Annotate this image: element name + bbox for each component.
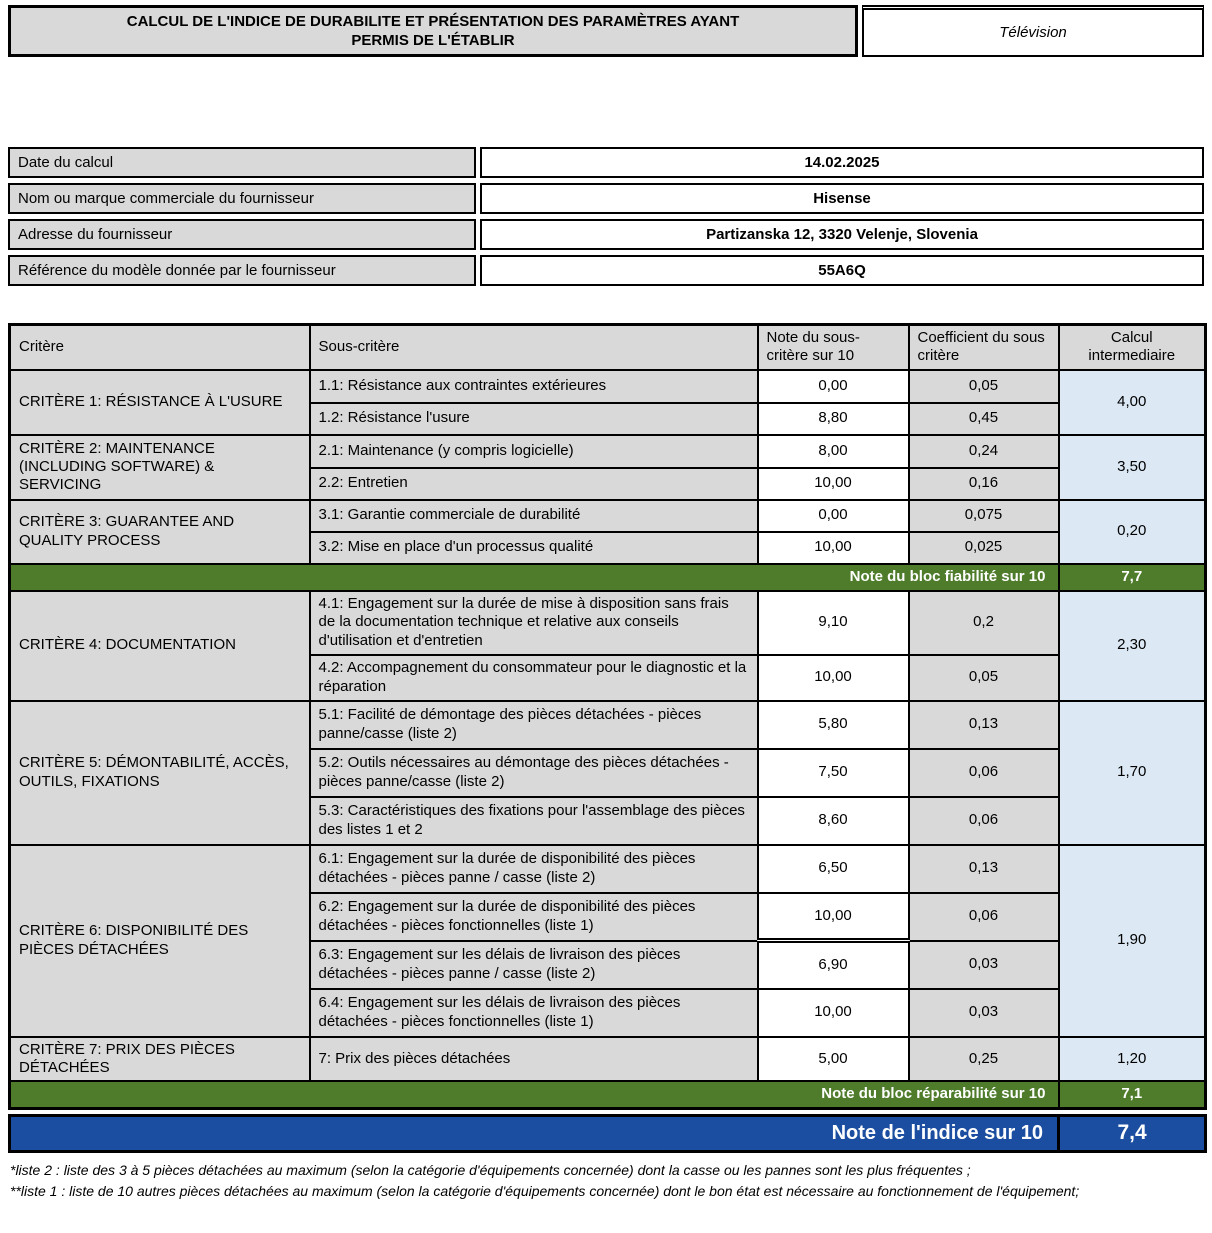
intermediate-calc-cell: 1,20 xyxy=(1059,1037,1206,1082)
criteria-table xyxy=(8,323,1207,1110)
info-row xyxy=(8,255,1204,286)
repairability-score-row xyxy=(10,1081,1206,1108)
subcriterion-cell: 3.2: Mise en place d'un processus qualité xyxy=(310,532,758,564)
note-cell: 10,00 xyxy=(758,532,909,564)
subcriterion-cell: 6.1: Engagement sur la durée de disponibilité des pièces détachées - pièces panne / casse (liste 2) xyxy=(310,845,758,893)
info-row xyxy=(8,147,1204,178)
coefficient-cell: 0,2 xyxy=(909,591,1059,655)
index-score-row xyxy=(10,1115,1206,1151)
criterion-cell: CRITÈRE 4: DOCUMENTATION xyxy=(10,591,310,701)
repairability-score-label: Note du bloc réparabilité sur 10 xyxy=(10,1081,1059,1108)
subcriterion-cell: 6.3: Engagement sur les délais de livraison des pièces détachées - pièces panne / casse (liste 2) xyxy=(310,941,758,989)
note-cell: 6,90 xyxy=(758,941,909,989)
criteria-row xyxy=(10,1037,1206,1082)
column-header: Critère xyxy=(10,325,310,370)
coefficient-cell: 0,06 xyxy=(909,797,1059,845)
product-type-box xyxy=(862,5,1204,57)
column-header: Coefficient du sous critère xyxy=(909,325,1059,370)
coefficient-cell: 0,45 xyxy=(909,403,1059,435)
note-cell: 10,00 xyxy=(758,655,909,701)
note-cell: 10,00 xyxy=(758,468,909,500)
footnote-liste1: **liste 1 : liste de 10 autres pièces détachées au maximum (selon la catégorie d'équipements concernée) dont le bon état est nécessaire au fonctionnement de l'équipement; xyxy=(10,1183,1080,1200)
criteria-row xyxy=(10,370,1206,403)
intermediate-calc-cell: 1,90 xyxy=(1059,845,1206,1037)
product-type-label: Télévision xyxy=(999,24,1067,41)
criterion-cell: CRITÈRE 3: GUARANTEE AND QUALITY PROCESS xyxy=(10,500,310,564)
info-label: Référence du modèle donnée par le fournisseur xyxy=(8,255,476,286)
coefficient-cell: 0,13 xyxy=(909,701,1059,749)
subcriterion-cell: 5.1: Facilité de démontage des pièces détachées - pièces panne/casse (liste 2) xyxy=(310,701,758,749)
footnotes xyxy=(10,1160,1204,1203)
subcriterion-cell: 5.3: Caractéristiques des fixations pour l'assemblage des pièces des listes 1 et 2 xyxy=(310,797,758,845)
note-cell: 8,80 xyxy=(758,403,909,435)
coefficient-cell: 0,16 xyxy=(909,468,1059,500)
subcriterion-cell: 4.1: Engagement sur la durée de mise à disposition sans frais de la documentation technique et relative aux conseils d'utilisation et d'entretien xyxy=(310,591,758,655)
info-row xyxy=(8,219,1204,250)
intermediate-calc-cell: 2,30 xyxy=(1059,591,1206,701)
reliability-score-label: Note du bloc fiabilité sur 10 xyxy=(10,564,1059,591)
criterion-cell: CRITÈRE 5: DÉMONTABILITÉ, ACCÈS, OUTILS, FIXATIONS xyxy=(10,701,310,845)
coefficient-cell: 0,25 xyxy=(909,1037,1059,1082)
subcriterion-cell: 1.2: Résistance l'usure xyxy=(310,403,758,435)
coefficient-cell: 0,025 xyxy=(909,532,1059,564)
criterion-cell: CRITÈRE 7: PRIX DES PIÈCES DÉTACHÉES xyxy=(10,1037,310,1082)
coefficient-cell: 0,03 xyxy=(909,989,1059,1037)
info-label: Nom ou marque commerciale du fournisseur xyxy=(8,183,476,214)
note-cell: 8,60 xyxy=(758,797,909,845)
criteria-row xyxy=(10,701,1206,749)
note-cell: 5,80 xyxy=(758,701,909,749)
note-cell: 9,10 xyxy=(758,591,909,655)
note-cell: 10,00 xyxy=(758,989,909,1037)
coefficient-cell: 0,24 xyxy=(909,435,1059,468)
coefficient-cell: 0,075 xyxy=(909,500,1059,532)
coefficient-cell: 0,13 xyxy=(909,845,1059,893)
note-cell: 0,00 xyxy=(758,370,909,403)
index-score-band xyxy=(8,1114,1207,1153)
index-score-label: Note de l'indice sur 10 xyxy=(10,1115,1059,1151)
subcriterion-cell: 4.2: Accompagnement du consommateur pour le diagnostic et la réparation xyxy=(310,655,758,701)
criterion-cell: CRITÈRE 1: RÉSISTANCE À L'USURE xyxy=(10,370,310,435)
info-value: 55A6Q xyxy=(480,255,1204,286)
index-score-value: 7,4 xyxy=(1059,1115,1206,1151)
info-label: Date du calcul xyxy=(8,147,476,178)
subcriterion-cell: 5.2: Outils nécessaires au démontage des pièces détachées - pièces panne/casse (liste 2) xyxy=(310,749,758,797)
reliability-score-row xyxy=(10,564,1206,591)
note-cell: 0,00 xyxy=(758,500,909,532)
footnote-liste2: *liste 2 : liste des 3 à 5 pièces détachées au maximum (selon la catégorie d'équipements concernée) dont la casse ou les pannes sont les plus fréquentes ; xyxy=(10,1161,971,1178)
subcriterion-cell: 1.1: Résistance aux contraintes extérieures xyxy=(310,370,758,403)
coefficient-cell: 0,05 xyxy=(909,370,1059,403)
info-value: 14.02.2025 xyxy=(480,147,1204,178)
criterion-cell: CRITÈRE 6: DISPONIBILITÉ DES PIÈCES DÉTACHÉES xyxy=(10,845,310,1037)
criteria-row xyxy=(10,845,1206,893)
intermediate-calc-cell: 0,20 xyxy=(1059,500,1206,564)
subcriterion-cell: 3.1: Garantie commerciale de durabilité xyxy=(310,500,758,532)
info-label: Adresse du fournisseur xyxy=(8,219,476,250)
note-cell: 10,00 xyxy=(758,893,909,941)
coefficient-cell: 0,05 xyxy=(909,655,1059,701)
info-value: Hisense xyxy=(480,183,1204,214)
supplier-info-table xyxy=(8,147,1204,286)
intermediate-calc-cell: 1,70 xyxy=(1059,701,1206,845)
subcriterion-cell: 6.4: Engagement sur les délais de livraison des pièces détachées - pièces fonctionnelles (liste 1) xyxy=(310,989,758,1037)
coefficient-cell: 0,03 xyxy=(909,941,1059,989)
criterion-cell: CRITÈRE 2: MAINTENANCE (INCLUDING SOFTWARE) & SERVICING xyxy=(10,435,310,500)
criteria-table-header-row xyxy=(10,325,1206,370)
criteria-row xyxy=(10,591,1206,655)
note-cell: 5,00 xyxy=(758,1037,909,1082)
coefficient-cell: 0,06 xyxy=(909,749,1059,797)
reliability-score-value: 7,7 xyxy=(1059,564,1206,591)
criteria-row xyxy=(10,500,1206,532)
document-title-box xyxy=(8,5,858,57)
repairability-score-value: 7,1 xyxy=(1059,1081,1206,1108)
criteria-row xyxy=(10,435,1206,468)
subcriterion-cell: 6.2: Engagement sur la durée de disponibilité des pièces détachées - pièces fonctionnelles (liste 1) xyxy=(310,893,758,941)
info-value: Partizanska 12, 3320 Velenje, Slovenia xyxy=(480,219,1204,250)
note-cell: 7,50 xyxy=(758,749,909,797)
info-row xyxy=(8,183,1204,214)
coefficient-cell: 0,06 xyxy=(909,893,1059,941)
note-cell: 8,00 xyxy=(758,435,909,468)
subcriterion-cell: 2.2: Entretien xyxy=(310,468,758,500)
column-header: Note du sous-critère sur 10 xyxy=(758,325,909,370)
document-header xyxy=(0,0,1212,57)
intermediate-calc-cell: 3,50 xyxy=(1059,435,1206,500)
subcriterion-cell: 7: Prix des pièces détachées xyxy=(310,1037,758,1082)
subcriterion-cell: 2.1: Maintenance (y compris logicielle) xyxy=(310,435,758,468)
column-header: Sous-critère xyxy=(310,325,758,370)
document-title: CALCUL DE L'INDICE DE DURABILITE ET PRÉSENTATION DES PARAMÈTRES AYANT PERMIS DE L'ÉTABLIR xyxy=(126,12,740,49)
intermediate-calc-cell: 4,00 xyxy=(1059,370,1206,435)
note-cell: 6,50 xyxy=(758,845,909,893)
column-header: Calcul intermediaire xyxy=(1059,325,1206,370)
